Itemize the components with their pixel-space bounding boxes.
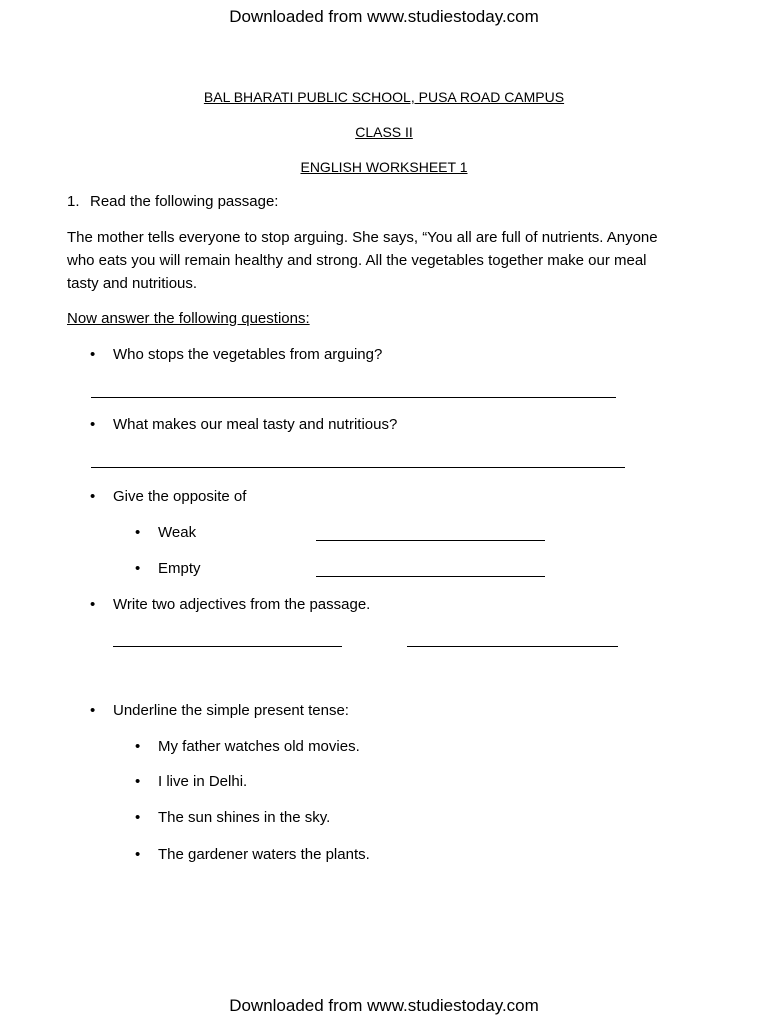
passage-line: tasty and nutritious. bbox=[67, 275, 198, 292]
sentence-item: The sun shines in the sky. bbox=[158, 809, 331, 826]
bullet-icon: • bbox=[90, 488, 96, 505]
read-passage-prompt: Read the following passage: bbox=[90, 193, 279, 210]
school-name: BAL BHARATI PUBLIC SCHOOL, PUSA ROAD CAMPUS bbox=[203, 89, 565, 105]
watermark-bottom: Downloaded from www.studiestoday.com bbox=[229, 996, 539, 1015]
worksheet-title: ENGLISH WORKSHEET 1 bbox=[300, 159, 468, 175]
question-number: 1. bbox=[67, 193, 80, 210]
sentence-item: My father watches old movies. bbox=[158, 738, 360, 755]
bullet-icon: • bbox=[90, 416, 96, 433]
answer-line[interactable] bbox=[91, 467, 625, 468]
question-opposite: Give the opposite of bbox=[113, 488, 247, 505]
bullet-icon: • bbox=[90, 702, 96, 719]
question-underline: Underline the simple present tense: bbox=[113, 702, 349, 719]
word-weak: Weak bbox=[158, 524, 197, 541]
sentence-item: The gardener waters the plants. bbox=[158, 846, 370, 863]
answer-line[interactable] bbox=[316, 540, 545, 541]
answer-line[interactable] bbox=[91, 397, 616, 398]
question-adjectives: Write two adjectives from the passage. bbox=[113, 596, 371, 613]
sentence-item: I live in Delhi. bbox=[158, 773, 248, 790]
answer-line[interactable] bbox=[407, 646, 618, 647]
passage-line: The mother tells everyone to stop arguing. She says, “You all are full of nutrients. Anyone bbox=[67, 229, 658, 246]
word-empty: Empty bbox=[158, 560, 201, 577]
bullet-icon: • bbox=[135, 773, 141, 790]
watermark-top: Downloaded from www.studiestoday.com bbox=[229, 7, 539, 26]
passage bbox=[67, 226, 717, 295]
question-who-stops: Who stops the vegetables from arguing? bbox=[113, 346, 383, 363]
instruction: Now answer the following questions: bbox=[67, 310, 310, 327]
answer-line[interactable] bbox=[316, 576, 545, 577]
question-what-makes: What makes our meal tasty and nutritious? bbox=[113, 416, 398, 433]
bullet-icon: • bbox=[135, 809, 141, 826]
bullet-icon: • bbox=[90, 346, 96, 363]
bullet-icon: • bbox=[90, 596, 96, 613]
passage-line: who eats you will remain healthy and strong. All the vegetables together make our meal bbox=[67, 252, 647, 269]
bullet-icon: • bbox=[135, 524, 141, 541]
answer-line[interactable] bbox=[113, 646, 342, 647]
bullet-icon: • bbox=[135, 738, 141, 755]
bullet-icon: • bbox=[135, 846, 141, 863]
class-title: CLASS II bbox=[355, 124, 413, 140]
bullet-icon: • bbox=[135, 560, 141, 577]
